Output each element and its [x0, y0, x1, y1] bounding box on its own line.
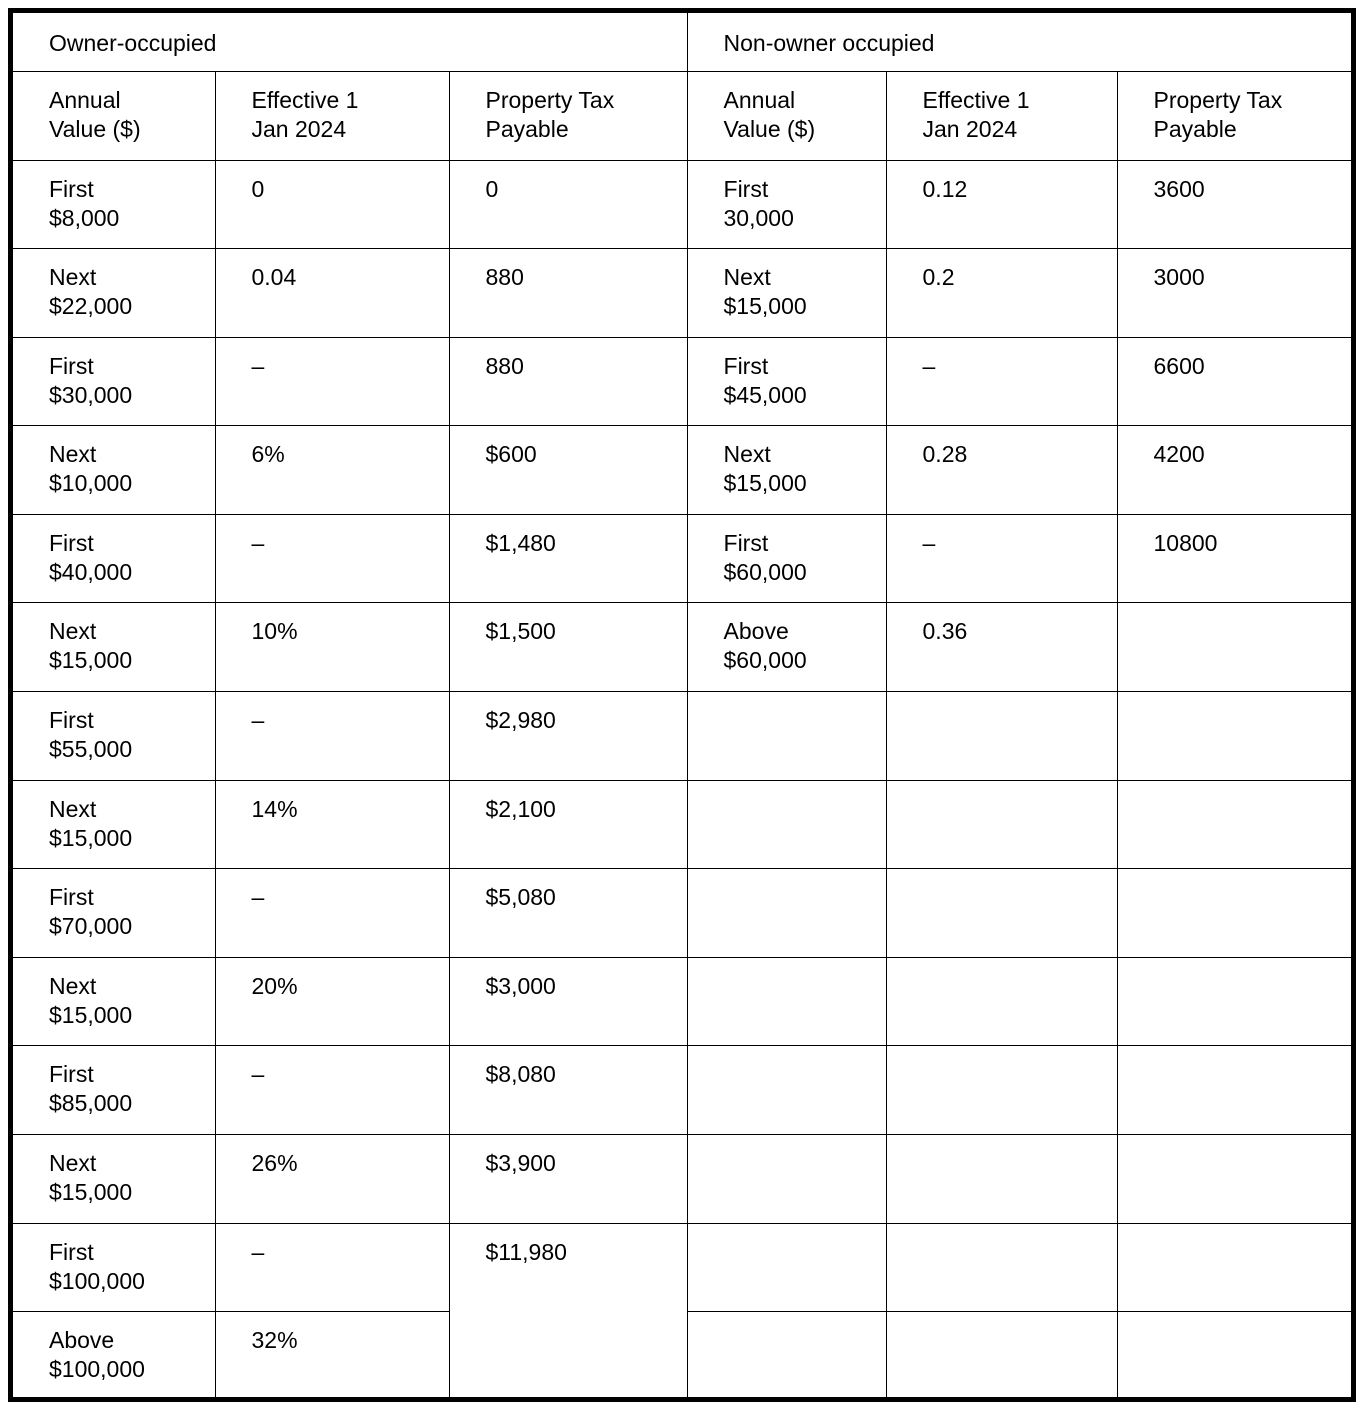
- non-owner-tax-payable-cell: [1117, 1312, 1351, 1401]
- owner-rate-cell: 6%: [215, 426, 449, 515]
- owner-rate-cell: 20%: [215, 957, 449, 1046]
- tax-rate-table-frame: [8, 8, 1356, 1402]
- header-owner-tax-payable: Property Tax Payable: [449, 71, 687, 160]
- group-non-owner-occupied: Non-owner occupied: [687, 13, 1351, 71]
- owner-tax-payable-cell: $3,000: [449, 957, 687, 1046]
- non-owner-annual-value-cell: [687, 780, 886, 869]
- owner-tax-payable-cell: $2,980: [449, 692, 687, 781]
- non-owner-annual-value-cell: First $60,000: [687, 514, 886, 603]
- owner-rate-cell: –: [215, 692, 449, 781]
- non-owner-rate-cell: 0.36: [886, 603, 1117, 692]
- owner-rate-cell: 32%: [215, 1312, 449, 1401]
- non-owner-tax-payable-cell: [1117, 869, 1351, 958]
- owner-annual-value-cell: First $85,000: [13, 1046, 215, 1135]
- header-non-owner-tax-payable: Property Tax Payable: [1117, 71, 1351, 160]
- table-row: [13, 514, 1351, 603]
- table-row: [13, 869, 1351, 958]
- table-row: [13, 426, 1351, 515]
- owner-tax-payable-cell: $8,080: [449, 1046, 687, 1135]
- owner-tax-payable-cell: $1,500: [449, 603, 687, 692]
- owner-tax-payable-cell: 880: [449, 337, 687, 426]
- non-owner-rate-cell: 0.2: [886, 249, 1117, 338]
- owner-tax-payable-cell: 0: [449, 160, 687, 249]
- owner-rate-cell: –: [215, 1223, 449, 1312]
- non-owner-rate-cell: [886, 869, 1117, 958]
- non-owner-annual-value-cell: First 30,000: [687, 160, 886, 249]
- group-owner-occupied: Owner-occupied: [13, 13, 687, 71]
- table-row: [13, 1223, 1351, 1312]
- non-owner-tax-payable-cell: [1117, 1046, 1351, 1135]
- table-row: [13, 1046, 1351, 1135]
- non-owner-rate-cell: [886, 692, 1117, 781]
- owner-tax-payable-cell: $2,100: [449, 780, 687, 869]
- owner-annual-value-cell: First $100,000: [13, 1223, 215, 1312]
- tax-rate-table: [13, 13, 1351, 1401]
- owner-rate-cell: 26%: [215, 1135, 449, 1224]
- owner-annual-value-cell: Next $15,000: [13, 957, 215, 1046]
- owner-annual-value-cell: First $70,000: [13, 869, 215, 958]
- owner-annual-value-cell: Next $22,000: [13, 249, 215, 338]
- non-owner-tax-payable-cell: [1117, 603, 1351, 692]
- owner-tax-payable-cell: $600: [449, 426, 687, 515]
- owner-rate-cell: –: [215, 1046, 449, 1135]
- owner-rate-cell: –: [215, 869, 449, 958]
- non-owner-rate-cell: 0.28: [886, 426, 1117, 515]
- owner-rate-cell: 0: [215, 160, 449, 249]
- non-owner-rate-cell: [886, 957, 1117, 1046]
- table-row: [13, 1135, 1351, 1224]
- non-owner-tax-payable-cell: 4200: [1117, 426, 1351, 515]
- owner-rate-cell: –: [215, 514, 449, 603]
- owner-annual-value-cell: Next $15,000: [13, 1135, 215, 1224]
- non-owner-rate-cell: [886, 1135, 1117, 1224]
- table-row: [13, 160, 1351, 249]
- non-owner-tax-payable-cell: 10800: [1117, 514, 1351, 603]
- owner-annual-value-cell: First $55,000: [13, 692, 215, 781]
- group-header-row: [13, 13, 1351, 71]
- non-owner-annual-value-cell: Above $60,000: [687, 603, 886, 692]
- table-row: [13, 603, 1351, 692]
- owner-annual-value-cell: First $8,000: [13, 160, 215, 249]
- non-owner-rate-cell: –: [886, 337, 1117, 426]
- non-owner-annual-value-cell: Next $15,000: [687, 426, 886, 515]
- owner-rate-cell: –: [215, 337, 449, 426]
- owner-tax-payable-cell: 880: [449, 249, 687, 338]
- non-owner-tax-payable-cell: [1117, 692, 1351, 781]
- non-owner-rate-cell: –: [886, 514, 1117, 603]
- table-row: [13, 249, 1351, 338]
- owner-rate-cell: 0.04: [215, 249, 449, 338]
- non-owner-annual-value-cell: [687, 692, 886, 781]
- owner-rate-cell: 14%: [215, 780, 449, 869]
- owner-annual-value-cell: Next $15,000: [13, 780, 215, 869]
- table-row: [13, 780, 1351, 869]
- owner-annual-value-cell: Next $10,000: [13, 426, 215, 515]
- owner-annual-value-cell: Next $15,000: [13, 603, 215, 692]
- non-owner-annual-value-cell: [687, 1046, 886, 1135]
- header-owner-annual-value: Annual Value ($): [13, 71, 215, 160]
- non-owner-rate-cell: [886, 1312, 1117, 1401]
- non-owner-rate-cell: [886, 780, 1117, 869]
- non-owner-tax-payable-cell: [1117, 957, 1351, 1046]
- non-owner-tax-payable-cell: 3600: [1117, 160, 1351, 249]
- owner-annual-value-cell: First $30,000: [13, 337, 215, 426]
- owner-tax-payable-cell: $5,080: [449, 869, 687, 958]
- non-owner-annual-value-cell: [687, 869, 886, 958]
- non-owner-annual-value-cell: First $45,000: [687, 337, 886, 426]
- non-owner-tax-payable-cell: 3000: [1117, 249, 1351, 338]
- table-row: [13, 692, 1351, 781]
- owner-tax-payable-cell: $3,900: [449, 1135, 687, 1224]
- owner-tax-payable-cell: $1,480: [449, 514, 687, 603]
- non-owner-tax-payable-cell: 6600: [1117, 337, 1351, 426]
- non-owner-tax-payable-cell: [1117, 1223, 1351, 1312]
- non-owner-annual-value-cell: [687, 1312, 886, 1401]
- owner-tax-payable-cell: $11,980: [449, 1223, 687, 1400]
- non-owner-tax-payable-cell: [1117, 780, 1351, 869]
- owner-annual-value-cell: First $40,000: [13, 514, 215, 603]
- table-row: [13, 337, 1351, 426]
- column-header-row: [13, 71, 1351, 160]
- owner-rate-cell: 10%: [215, 603, 449, 692]
- non-owner-rate-cell: [886, 1046, 1117, 1135]
- non-owner-annual-value-cell: [687, 1135, 886, 1224]
- non-owner-annual-value-cell: [687, 957, 886, 1046]
- table-row: [13, 957, 1351, 1046]
- owner-annual-value-cell: Above $100,000: [13, 1312, 215, 1401]
- non-owner-rate-cell: 0.12: [886, 160, 1117, 249]
- non-owner-annual-value-cell: Next $15,000: [687, 249, 886, 338]
- non-owner-annual-value-cell: [687, 1223, 886, 1312]
- non-owner-tax-payable-cell: [1117, 1135, 1351, 1224]
- non-owner-rate-cell: [886, 1223, 1117, 1312]
- header-owner-effective: Effective 1 Jan 2024: [215, 71, 449, 160]
- header-non-owner-effective: Effective 1 Jan 2024: [886, 71, 1117, 160]
- header-non-owner-annual-value: Annual Value ($): [687, 71, 886, 160]
